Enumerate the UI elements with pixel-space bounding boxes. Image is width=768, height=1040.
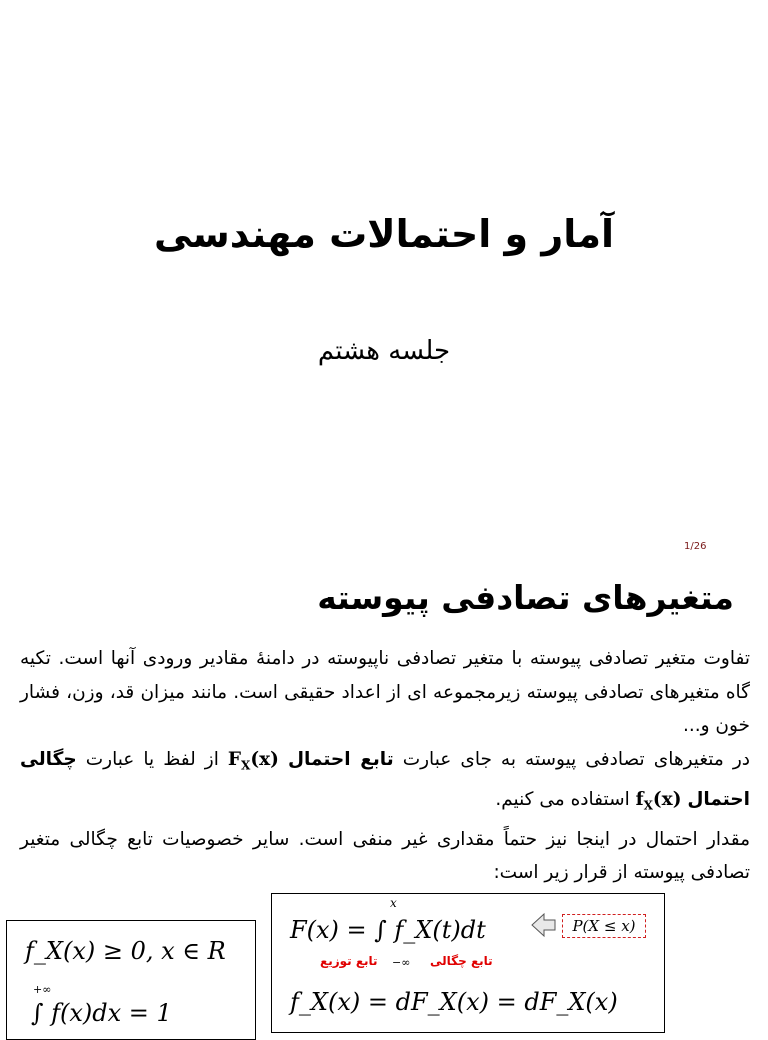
paragraph-definition: تفاوت متغیر تصادفی پیوسته با متغیر تصادفی ناپیوسته در دامنۀ مقادیر ورودی آنها است. تکیه گاه متغیرهای تصادفی پیوسته زیرمجموعه ای از اعداد حقیقی است. مانند میزان قد، وزن، فشار خون و... xyxy=(20,648,750,736)
session-subtitle: جلسه هشتم xyxy=(317,336,451,366)
course-title: آمار و احتمالات مهندسی xyxy=(153,212,615,256)
formula-pdf-derivative: f_X(x) = dF_X(x) = dF_X(x) xyxy=(290,988,618,1016)
slide-heading: متغیرهای تصادفی پیوسته xyxy=(317,578,734,617)
term-probability-density: چگالی احتمال xyxy=(20,748,750,810)
formula-integral-upper-x: x xyxy=(390,896,397,910)
term-probability-function: تابع احتمال xyxy=(287,748,394,770)
symbol-Fx: $F_X(x)$ xyxy=(227,748,279,773)
probability-callout: P(X ≤ x) xyxy=(562,914,646,938)
left-arrow-icon xyxy=(530,911,558,939)
page-indicator: 1/26 xyxy=(684,541,707,552)
symbol-fx: $f_X(x)$ xyxy=(635,788,682,813)
formula-box-properties xyxy=(6,920,256,1040)
paragraph-properties: مقدار احتمال در اینجا نیز حتماً مقداری غیر منفی است. سایر خصوصیات تابع چگالی متغیر تصادفی پیوسته از قرار زیر است: xyxy=(20,828,750,884)
label-density-function: تابع چگالی xyxy=(430,954,493,968)
formula-normalization: ∫ f(x)dx = 1 xyxy=(31,999,172,1027)
label-distribution-function: تابع توزیع xyxy=(320,954,378,968)
formula-integral-upper: +∞ xyxy=(33,983,52,996)
slide-body xyxy=(20,642,750,890)
formula-integral-lower: −∞ xyxy=(392,956,411,969)
paragraph-terminology: در متغیرهای تصادفی پیوسته به جای عبارت تابع احتمال $F_X(x)$ از لفظ یا عبارت چگالی احتمال $f_X(x)$ استفاده می کنیم. xyxy=(20,748,751,813)
formula-cdf: F(x) = ∫ f_X(t)dt xyxy=(290,916,486,944)
formula-nonnegative: f_X(x) ≥ 0, x ∈ R xyxy=(25,937,226,965)
